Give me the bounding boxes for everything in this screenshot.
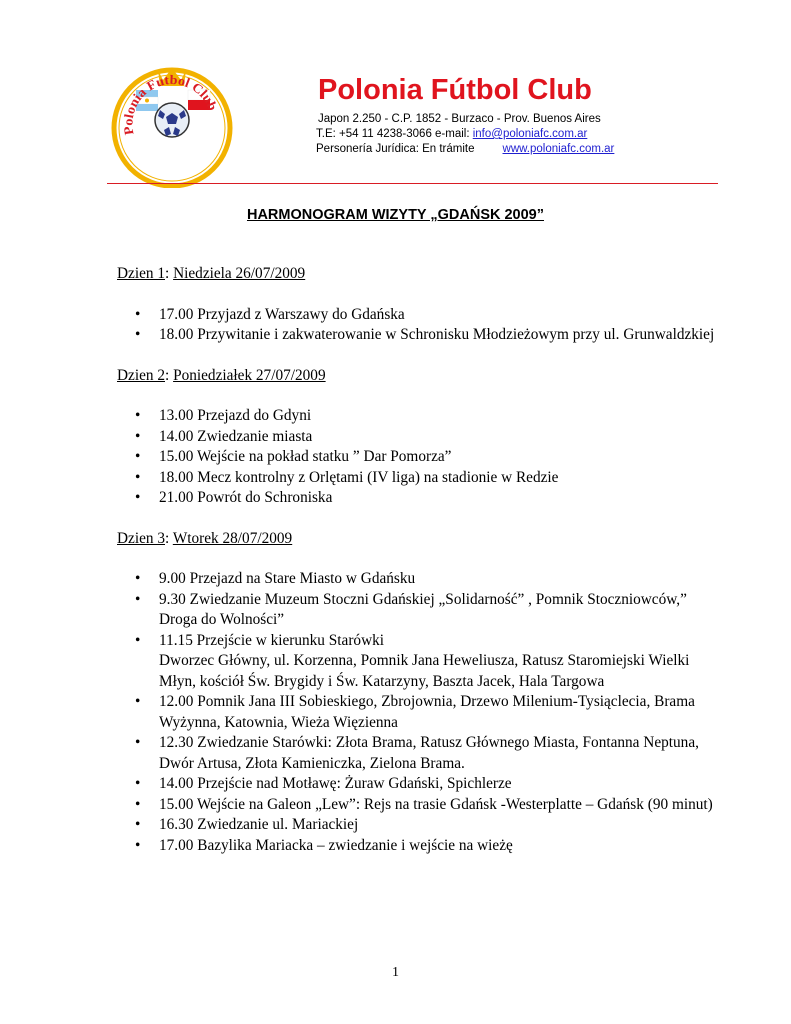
schedule	[117, 264, 717, 876]
club-name: Polonia Fútbol Club	[318, 74, 592, 106]
day-label: Dzien 3	[117, 529, 165, 547]
header-divider	[107, 183, 718, 184]
item-detail: Dworzec Główny, ul. Korzenna, Pomnik Jana Heweliusza, Ratusz Staromiejski Wielki Młyn, kościół Św. Brygidy i Św. Katarzyny, Baszta Jacek, Hala Targowa	[159, 652, 690, 690]
phone: T.E: +54 11 4238-3066 e-mail:	[316, 128, 473, 140]
legal-website-line	[316, 142, 646, 157]
list-item	[117, 631, 717, 693]
list-item: • 18.00 Przywitanie i zakwaterowanie w Schronisku Młodzieżowym przy ul. Grunwaldzkiej	[117, 325, 717, 346]
item-title: 11.15 Przejście w kierunku Starówki	[159, 631, 385, 649]
phone-email-line	[316, 127, 646, 142]
day-2-list	[117, 406, 717, 509]
list-item: • 18.00 Mecz kontrolny z Orlętami (IV liga) na stadionie w Redzie	[117, 468, 717, 489]
day-label: Dzien 2	[117, 366, 165, 384]
website-link[interactable]: www.poloniafc.com.ar	[502, 143, 615, 155]
list-item: • 12.00 Pomnik Jana III Sobieskiego, Zbrojownia, Drzewo Milenium-Tysiąclecia, Brama Wyżynna, Katownia, Wieża Więzienna	[117, 692, 717, 733]
day-3-heading: Dzien 3: Wtorek 28/07/2009	[117, 529, 293, 547]
email-link[interactable]: info@poloniafc.com.ar	[472, 128, 588, 140]
list-item: • 15.00 Wejście na Galeon „Lew”: Rejs na trasie Gdańsk -Westerplatte – Gdańsk (90 minut)	[117, 795, 717, 816]
day-3-list	[117, 569, 717, 856]
list-item: • 9.00 Przejazd na Stare Miasto w Gdańsku	[117, 569, 717, 590]
list-item: • 13.00 Przejazd do Gdyni	[117, 406, 717, 427]
page-number: 1	[392, 965, 399, 980]
list-item: • 12.30 Zwiedzanie Starówki: Złota Brama, Ratusz Głównego Miasta, Fontanna Neptuna, Dwór Artusa, Złota Kamieniczka, Zielona Brama.	[117, 733, 717, 774]
day-1-heading: Dzien 1: Niedziela 26/07/2009	[117, 265, 306, 282]
list-item: • 16.30 Zwiedzanie ul. Mariackiej	[117, 815, 717, 836]
list-item: • 9.30 Zwiedzanie Muzeum Stoczni Gdańskiej „Solidarność” , Pomnik Stoczniowców,” Droga do Wolności”	[117, 590, 717, 631]
document-title: HARMONOGRAM WIZYTY „GDAŃSK 2009”	[246, 207, 544, 223]
club-logo	[108, 60, 236, 188]
list-item: • 17.00 Przyjazd z Warszawy do Gdańska	[117, 305, 717, 326]
legal-status: Personería Jurídica: En trámite	[316, 143, 475, 155]
contact-block	[316, 112, 646, 157]
day-date: Niedziela 26/07/2009	[173, 265, 306, 282]
day-label: Dzien 1	[117, 265, 165, 282]
day-1-list	[117, 305, 717, 346]
day-date: Wtorek 28/07/2009	[172, 529, 293, 547]
list-item: • 14.00 Przejście nad Motławę: Żuraw Gdański, Spichlerze	[117, 774, 717, 795]
list-item: • 15.00 Wejście na pokład statku ” Dar Pomorza”	[117, 447, 717, 468]
address: Japon 2.250 - C.P. 1852 - Burzaco - Prov. Buenos Aires	[318, 113, 601, 125]
list-item: • 21.00 Powrót do Schroniska	[117, 488, 717, 509]
logo-text: Polonia Futbol Club	[120, 71, 221, 137]
list-item: • 17.00 Bazylika Mariacka – zwiedzanie i wejście na wieżę	[117, 836, 717, 857]
day-date: Poniedziałek 27/07/2009	[173, 366, 326, 384]
day-2-heading: Dzien 2: Poniedziałek 27/07/2009	[117, 366, 326, 384]
list-item: • 14.00 Zwiedzanie miasta	[117, 427, 717, 448]
